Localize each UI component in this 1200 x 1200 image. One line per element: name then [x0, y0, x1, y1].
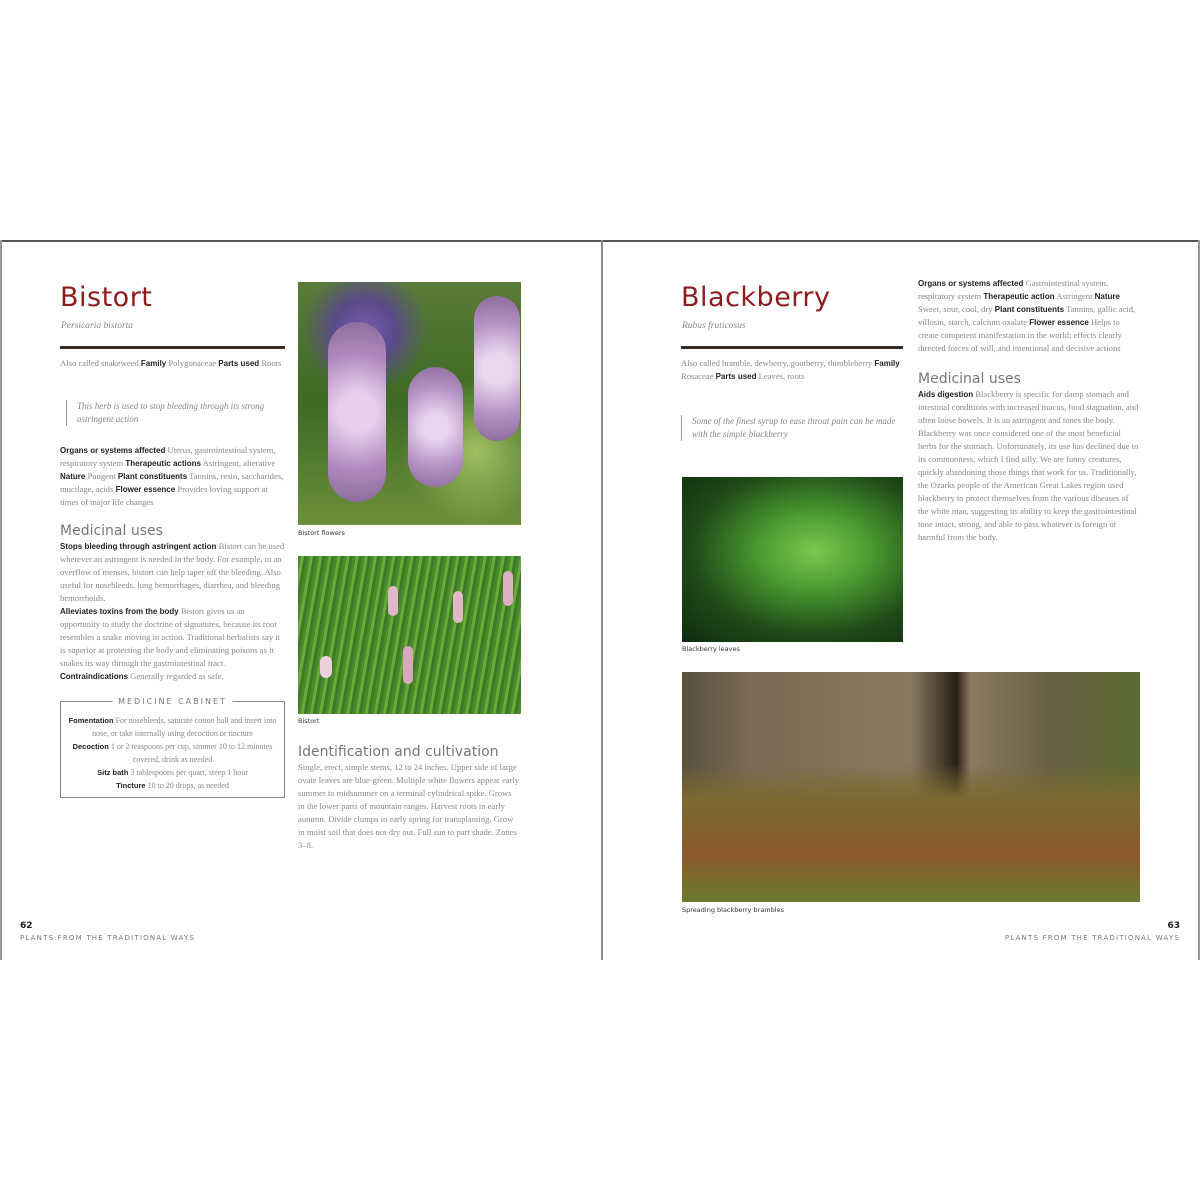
latin-name: Persicaria bistorta: [61, 321, 134, 331]
page-edge-left: [0, 240, 2, 960]
identification-column: [298, 744, 520, 852]
field-text: Astringent, alterative: [200, 458, 276, 468]
bistort-field-photo: [298, 556, 521, 714]
photo-caption: Bistort flowers: [298, 529, 345, 537]
field-label: Stops bleeding through astringent action: [60, 542, 217, 551]
field-label: Organs or systems affected: [60, 446, 166, 455]
field-label: Sitz bath: [97, 768, 129, 777]
field-label: Therapeutic action: [983, 292, 1055, 301]
cabinet-entry: [67, 714, 278, 740]
field-label: Tincture: [116, 781, 146, 790]
field-label: Therapeutic actions: [125, 459, 201, 468]
cabinet-title: MEDICINE CABINET: [112, 696, 233, 707]
field-label: Organs or systems affected: [918, 279, 1024, 288]
field-label: Nature: [1094, 292, 1120, 301]
page-title-blackberry: Blackberry: [681, 282, 831, 313]
bistort-flowers-photo: [298, 282, 521, 525]
photo-caption: Spreading blackberry brambles: [682, 906, 784, 914]
field-label: Family: [140, 359, 167, 368]
field-text: Provides loving support at times of major life changes: [60, 484, 268, 507]
field-text: Roots: [259, 358, 282, 368]
field-label: Flower essence: [1029, 318, 1089, 327]
field-text: Leaves, roots: [756, 371, 805, 381]
medicinal-heading: Medicinal uses: [60, 523, 163, 539]
plant-profile: [60, 444, 285, 509]
pull-quote: This herb is used to stop bleeding through its strong astringent action: [66, 400, 276, 426]
photo-caption: Bistort: [298, 717, 320, 725]
field-label: Alleviates toxins from the body: [60, 607, 179, 616]
running-footer: PLANTS FROM THE TRADITIONAL WAYS: [20, 934, 196, 942]
field-text: 1 or 2 teaspoons per cup, simmer 10 to 12 minutes covered, drink as needed: [108, 742, 273, 764]
medicinal-uses: [918, 388, 1140, 544]
field-label: Parts used: [218, 359, 260, 368]
medicinal-uses: [60, 540, 285, 683]
field-text: Sweet, sour, cool, dry: [918, 304, 995, 314]
field-label: Flower essence: [115, 485, 176, 494]
field-label: Family: [874, 359, 900, 368]
right-text-column: [918, 277, 1140, 544]
field-label: Contraindications: [60, 672, 129, 681]
field-label: Aids digestion: [918, 390, 974, 399]
field-text: Bistort gives us an opportunity to study the doctrine of signatures, because its root resembles a snake moving in action. Traditional herbalists say it is superior at protecting the body and eliminating poisons as it snakes its way through the gastrointestinal tract.: [60, 606, 281, 668]
field-text: Gastrointestinal system, respiratory system: [918, 278, 1109, 301]
page-number: 62: [20, 921, 33, 931]
field-label: Decoction: [72, 742, 109, 751]
field-text: Helps to create competent manifestation in the world; effects clearly directed forces of will, and intentional and decisive actions: [918, 317, 1122, 353]
field-text: Single, erect, simple stems, 12 to 24 inches. Upper side of large ovate leaves are blue-green. Multiple white flowers appear early summer to midsummer on a terminal cylindrical spike. Grows in the lower parts of mountain ranges. Harvest roots in early autumn. Divide clumps in early spring for transplanting. Grow in moist soil that does not dry out. Full sun to part shade. Zones 3–8.: [298, 762, 520, 850]
field-text: 3 tablespoons per quart, steep 1 hour: [128, 768, 248, 777]
identification-text: [298, 761, 520, 852]
page-title-bistort: Bistort: [60, 282, 153, 313]
field-label: Plant constituents: [994, 305, 1065, 314]
plant-profile: [918, 277, 1140, 355]
field-text: Astringent: [1054, 291, 1095, 301]
cabinet-entry: [67, 779, 278, 792]
identification-heading: Identification and cultivation: [298, 744, 499, 760]
blackberry-brambles-photo: [682, 672, 1140, 902]
page-number: 63: [1167, 921, 1180, 931]
field-text: Generally regarded as safe.: [128, 671, 224, 681]
left-text-column: [60, 444, 285, 798]
field-text: Bistort can be used wherever an astringent is needed in the body. For example, in an overflow of menses, bistort can help taper off the bleeding. Also useful for nosebleeds, lung hemorrhages, diarrhea, and bleeding hemorrhoids.: [60, 541, 285, 603]
field-text: 10 to 20 drops, as needed: [145, 781, 229, 790]
medicinal-heading: Medicinal uses: [918, 371, 1021, 387]
field-text: Tannins, resin, saccharides, mucilage, acids: [60, 471, 284, 494]
cabinet-entry: [67, 766, 278, 779]
field-text: Blackberry is specific for damp stomach and intestinal conditions with increased mucus, food stagnation, and often loose bowels. It is an astringent and tones the body. Blackberry was once considered one of the most beneficial herbs for the stomach. Unfortunately, its use has declined due to its commonness, which I find silly. We are funny creatures, quickly abandoning those things that work for us. Traditionally, the Ozarks people of the American Great Lakes region used blackberry to protect themselves from the various diseases of the white man, suggesting its ability to keep the gastrointestinal tone intact, strong, and able to pass whatever is foreign or harmful from the body.: [918, 389, 1139, 542]
field-label: Fomentation: [68, 716, 114, 725]
latin-name: Rubus fruticosus: [682, 321, 746, 331]
field-text: Pungent: [85, 471, 118, 481]
title-rule: [681, 346, 903, 349]
gutter: [601, 240, 603, 960]
running-footer: PLANTS FROM THE TRADITIONAL WAYS: [1004, 934, 1180, 942]
field-label: Nature: [60, 472, 86, 481]
field-text: For nosebleeds, saturate cotton ball and insert into nose, or take internally using decoction or tincture: [92, 716, 277, 738]
blackberry-leaves-photo: [682, 477, 903, 642]
also-called: [681, 357, 903, 383]
field-text: Also called bramble, dewberry, goutberry, thimbleberry: [681, 358, 875, 368]
field-label: Plant constituents: [117, 472, 188, 481]
pull-quote: Some of the finest syrup to ease throat pain can be made with the simple blackberry: [681, 415, 896, 441]
field-label: Parts used: [715, 372, 757, 381]
cabinet-entry: [67, 740, 278, 766]
photo-caption: Blackberry leaves: [682, 645, 740, 653]
also-called: [60, 357, 285, 370]
field-text: Tannins, gallic acid, villosin, starch, calcium oxalate: [918, 304, 1136, 327]
medicine-cabinet-box: [60, 697, 285, 798]
field-text: Rosaceae: [681, 371, 716, 381]
field-text: Also called snakeweed: [60, 358, 141, 368]
field-text: Polygonaceae: [166, 358, 219, 368]
title-rule: [60, 346, 285, 349]
field-text: Uterus, gastrointestinal system, respiratory system: [60, 445, 276, 468]
